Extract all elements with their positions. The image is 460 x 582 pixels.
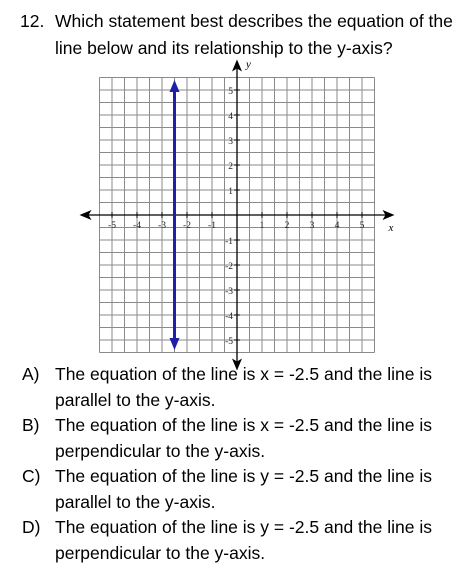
answer-letter: A) [22, 364, 40, 384]
answer-text: The equation of the line is x = -2.5 and the line is perpendicular to the y-axis. [55, 415, 432, 461]
axes [80, 59, 395, 371]
x-tick-label: 1 [259, 221, 265, 231]
x-axis-label: x [388, 222, 394, 234]
y-tick-label: -4 [225, 312, 233, 322]
answer-letter: C) [22, 466, 41, 486]
y-tick-label: 4 [228, 112, 233, 122]
line-arrow-down [170, 338, 180, 350]
answer-choice-d[interactable] [22, 515, 452, 566]
answer-choice-b[interactable] [22, 413, 452, 464]
y-tick-label: 1 [228, 187, 233, 197]
x-tick-label: -5 [108, 221, 116, 231]
y-tick-label: -1 [225, 237, 233, 247]
question-number: 12. [20, 11, 45, 31]
tick-labels [108, 87, 365, 347]
y-tick-label: 2 [228, 162, 233, 172]
x-tick-label: -1 [208, 221, 216, 231]
line-arrow-up [170, 80, 180, 92]
y-axis-label: y [246, 58, 251, 71]
x-tick-label: -3 [158, 221, 166, 231]
y-tick-label: -5 [225, 337, 233, 347]
answer-letter: B) [22, 415, 40, 435]
y-tick-label: -3 [225, 287, 233, 297]
answer-choice-c[interactable] [22, 464, 452, 515]
x-tick-label: -4 [133, 221, 141, 231]
y-tick-label: 3 [228, 137, 233, 147]
answer-text: The equation of the line is y = -2.5 and the line is parallel to the y-axis. [55, 466, 432, 512]
answer-choices [22, 362, 452, 566]
answer-text: The equation of the line is x = -2.5 and the line is parallel to the y-axis. [55, 364, 432, 410]
x-tick-label: 3 [309, 221, 315, 231]
x-tick-label: 4 [334, 221, 340, 231]
y-tick-label: 5 [228, 87, 233, 97]
y-tick-label: -2 [225, 262, 233, 272]
answer-letter: D) [22, 517, 41, 537]
x-tick-label: -2 [183, 221, 191, 231]
answer-text: The equation of the line is y = -2.5 and the line is perpendicular to the y-axis. [55, 517, 432, 563]
x-tick-label: 2 [284, 221, 290, 231]
answer-choice-a[interactable] [22, 362, 452, 413]
x-tick-label: 5 [359, 221, 365, 231]
question-text: Which statement best describes the equation of the line below and its relationship to the y-axis? [55, 11, 453, 58]
